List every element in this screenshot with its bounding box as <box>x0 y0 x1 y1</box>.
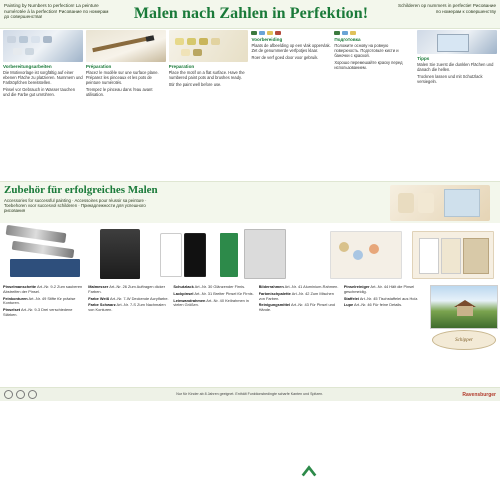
accessories-title: Zubehör für erfolgreiches Malen <box>4 184 158 196</box>
accessory-name: Staffelei <box>343 295 359 301</box>
accessory-item <box>173 299 255 309</box>
ce-icon <box>28 390 37 399</box>
swatch <box>267 31 273 35</box>
swatch <box>334 31 340 35</box>
accessory-name: Pinselmanschette <box>3 285 37 289</box>
varnish-product <box>220 233 238 277</box>
canvas-shape <box>437 34 469 52</box>
accessory-text: Art.-Nr. 44 Hält die Pinsel geschmeidig. <box>343 285 415 294</box>
accessory-text: Art.-Nr. 49 Stifte für präzise Konturen. <box>3 295 76 306</box>
pot-shape <box>19 36 28 43</box>
accessory-text: Art.-Nr. 9-3 Drei verschiedene Stärken. <box>3 307 73 317</box>
paint-pots-image <box>3 30 83 62</box>
swatch <box>350 31 356 35</box>
paragraph: Pinsel vor Gebrauch in Wasser tauchen und die Farbe gut umrühren. <box>3 87 75 98</box>
accessory-text: Art.-Nr. 9-2 Zum sauberen Abstreifen der Pinsel. <box>3 285 83 294</box>
accessory-item <box>173 292 255 297</box>
accessory-name: Malmesser <box>88 285 109 289</box>
instruction-columns <box>3 30 497 180</box>
pot-shape <box>13 48 22 55</box>
column-text <box>417 62 497 84</box>
accessory-descriptions <box>3 285 497 385</box>
swatch <box>251 31 257 35</box>
color-swatches <box>251 31 331 35</box>
swatch <box>342 31 348 35</box>
palette-product <box>330 231 402 279</box>
column-heading: Preparation <box>168 64 195 69</box>
instruction-column-de <box>3 30 83 180</box>
box-shape <box>463 238 489 274</box>
accessory-text: Art.-Nr. 7-W Deckende Acrylfarbe. <box>109 295 169 301</box>
alpine-scene-image <box>430 285 498 329</box>
pot-shape <box>193 49 202 56</box>
paragraph: Хорошо перемешайте краску перед использованием. <box>334 60 403 71</box>
accessory-item <box>344 297 426 302</box>
accessories-subtitle: Accessories for successful painting · Accessoires pour réussir sa peinture · Toebehoren voor succesvol schilderen · Принадлежности для успешного рисования <box>4 198 147 213</box>
accessory-item <box>88 297 170 302</box>
pot-shape <box>181 49 190 56</box>
accessory-item <box>173 285 255 290</box>
paragraph: Die Motivvorlage ist sorgfältig auf einer ebenen Fläche zu platzieren. Nummern und Farbtöpfchen bereitstellen. <box>3 70 83 86</box>
frame-product <box>244 229 286 279</box>
accessories-band <box>0 181 500 224</box>
pot-shape <box>187 38 196 45</box>
color-pots-image <box>169 30 249 62</box>
brush-set-product <box>100 229 140 279</box>
accessory-name: Bilderrahmen <box>258 285 284 289</box>
accessory-item <box>259 285 341 290</box>
accessory-item <box>3 308 85 318</box>
accessory-item <box>3 297 85 307</box>
color-swatches <box>334 31 414 35</box>
pot-shape <box>199 38 208 45</box>
paragraph: Trocknen lassen und mit Schutzlack versiegeln. <box>417 74 483 85</box>
header-left-text: Painting by Numbers to perfection! La peinture numérotée à la perfection! Рисование по номерам до совершенства! <box>4 3 109 20</box>
accessory-column <box>3 285 85 385</box>
canvas-image <box>417 30 497 54</box>
warning-icons <box>4 390 37 399</box>
accessory-item <box>344 285 426 295</box>
canvas-frame <box>444 189 480 217</box>
accessory-name: Reinigungsmittel <box>258 302 291 308</box>
black-paint-product <box>184 233 206 277</box>
paragraph: Roer de verf goed door voor gebruik. <box>251 55 319 61</box>
age-warning-icon <box>4 390 13 399</box>
instruction-column-nl <box>251 30 331 180</box>
footer <box>0 387 500 401</box>
paint-blob <box>353 250 363 260</box>
column-text <box>3 70 83 97</box>
accessory-name: Feinkonturen <box>3 295 28 301</box>
accessory-text: Art.-Nr. 42 Zum Mischen von Farben. <box>258 290 334 301</box>
accessory-photo <box>390 185 490 221</box>
column-heading: Voorbereiding <box>251 37 283 42</box>
accessory-text: Art.-Nr. 46 Für feine Details. <box>353 302 403 308</box>
column-text <box>169 70 249 87</box>
page-title: Malen nach Zahlen in Perfektion! <box>133 5 369 22</box>
accessory-name: Lackpinsel <box>173 290 194 296</box>
accessory-item <box>259 303 341 313</box>
paint-can <box>398 193 414 213</box>
accessory-item <box>88 285 170 295</box>
accessory-name: Farbe Weiß <box>88 295 110 301</box>
accessory-column <box>344 285 426 385</box>
bottle-shape <box>419 238 439 274</box>
accessory-column <box>259 285 341 385</box>
accessory-text: Art.-Nr. 7-S Zum Nachmalen von Konturen. <box>88 302 166 313</box>
pen-set-product <box>10 259 80 277</box>
instruction-column-ru <box>334 30 414 180</box>
house-shape <box>457 306 473 316</box>
accessory-column <box>88 285 170 385</box>
accessory-text: Art.-Nr. 26 Zum Auftragen dicker Farben. <box>88 285 165 294</box>
white-paint-product <box>160 233 182 277</box>
paragraph: Place the motif on a flat surface. Have the numbered paint pots and brushes ready. <box>168 70 245 81</box>
accessory-item <box>344 303 426 308</box>
paint-can <box>418 193 434 213</box>
bottle-shape <box>441 238 461 274</box>
brush-product <box>12 241 75 259</box>
accessory-text: Art.-Nr. 45 Tischstaffelei aus Holz. <box>359 295 419 301</box>
recycle-icon <box>16 390 25 399</box>
pot-shape <box>175 38 184 45</box>
brand-logo: Schipper <box>432 330 496 350</box>
accessory-name: Farbe Schwarz <box>88 302 116 308</box>
brush-image <box>86 30 166 62</box>
paragraph: Malen Sie zuerst die dunklen Flächen und danach die hellen. <box>417 62 494 73</box>
legal-text: Nur für Kinder ab 8 Jahren geeignet. Enthält Funktionsbedingte scharfe Kanten und Spitzen. <box>176 392 324 397</box>
pot-shape <box>25 48 34 55</box>
accessory-name: Pinselset <box>3 307 21 313</box>
product-strip <box>0 223 500 283</box>
accessory-text: Art.-Nr. 31 Breiter Pinsel für Firnis. <box>194 290 254 296</box>
accessory-text: Art.-Nr. 30 Glänzender Firnis. <box>194 285 246 289</box>
pot-shape <box>43 36 52 43</box>
instruction-column-en <box>169 30 249 180</box>
header-band <box>0 0 500 29</box>
pot-shape <box>211 38 220 45</box>
accessory-item <box>88 303 170 313</box>
instruction-column-tips <box>417 30 497 180</box>
accessory-name: Pinselreiniger <box>343 285 370 289</box>
column-text <box>251 43 331 60</box>
paint-blob <box>339 242 349 252</box>
column-heading: Подготовка <box>334 37 361 42</box>
column-heading: Vorbereitungsarbeiten <box>3 64 52 69</box>
column-text <box>334 43 414 70</box>
paragraph: Положите основу на ровную поверхность. Подготовьте кисти и баночки с краской. <box>334 43 399 59</box>
accessory-name: Leinwandrahmen <box>173 297 206 303</box>
pot-shape <box>31 36 40 43</box>
cleaner-product <box>412 231 494 279</box>
swatch <box>259 31 265 35</box>
column-heading: Préparation <box>85 64 112 69</box>
brand-name: Ravensburger <box>462 391 496 398</box>
accessory-name: Lupe <box>343 302 354 308</box>
pot-shape <box>7 36 16 43</box>
accessory-text: Art.-Nr. 40 Keilrahmen in vielen Größen. <box>173 297 249 308</box>
header-right-text: Schilderen op nummers in perfectie! Рисование по номерам к совершенству <box>398 3 496 14</box>
accessory-name: Schutzlack <box>173 285 194 289</box>
column-heading: Tipps <box>417 56 430 61</box>
column-text <box>86 70 166 97</box>
paragraph: Placez le modèle sur une surface plane. Préparez les pinceaux et les pots de peinture numérotés. <box>85 70 159 86</box>
instruction-column-fr <box>86 30 166 180</box>
paragraph: Trempez le pinceau dans l'eau avant utilisation. <box>85 87 153 98</box>
swatch <box>275 31 281 35</box>
accessory-text: Art.-Nr. 43 Für Pinsel und Hände. <box>258 302 335 313</box>
accessory-text: Art.-Nr. 41 Aluminium-Rahmen. <box>284 285 339 289</box>
accessory-item <box>3 285 85 295</box>
brush-tip <box>145 35 154 42</box>
accessory-item <box>259 292 341 302</box>
paragraph: Plaats de afbeelding op een vlak oppervlak. Zet de genummerde verfpotjes klaar. <box>251 43 331 54</box>
brush-handle <box>92 36 152 52</box>
accessory-column <box>173 285 255 385</box>
paragraph: Stir the paint well before use. <box>168 82 222 88</box>
accessory-name: Farbmischpalette <box>258 290 291 296</box>
paint-blob <box>369 244 379 254</box>
arrow-icon <box>300 463 318 481</box>
